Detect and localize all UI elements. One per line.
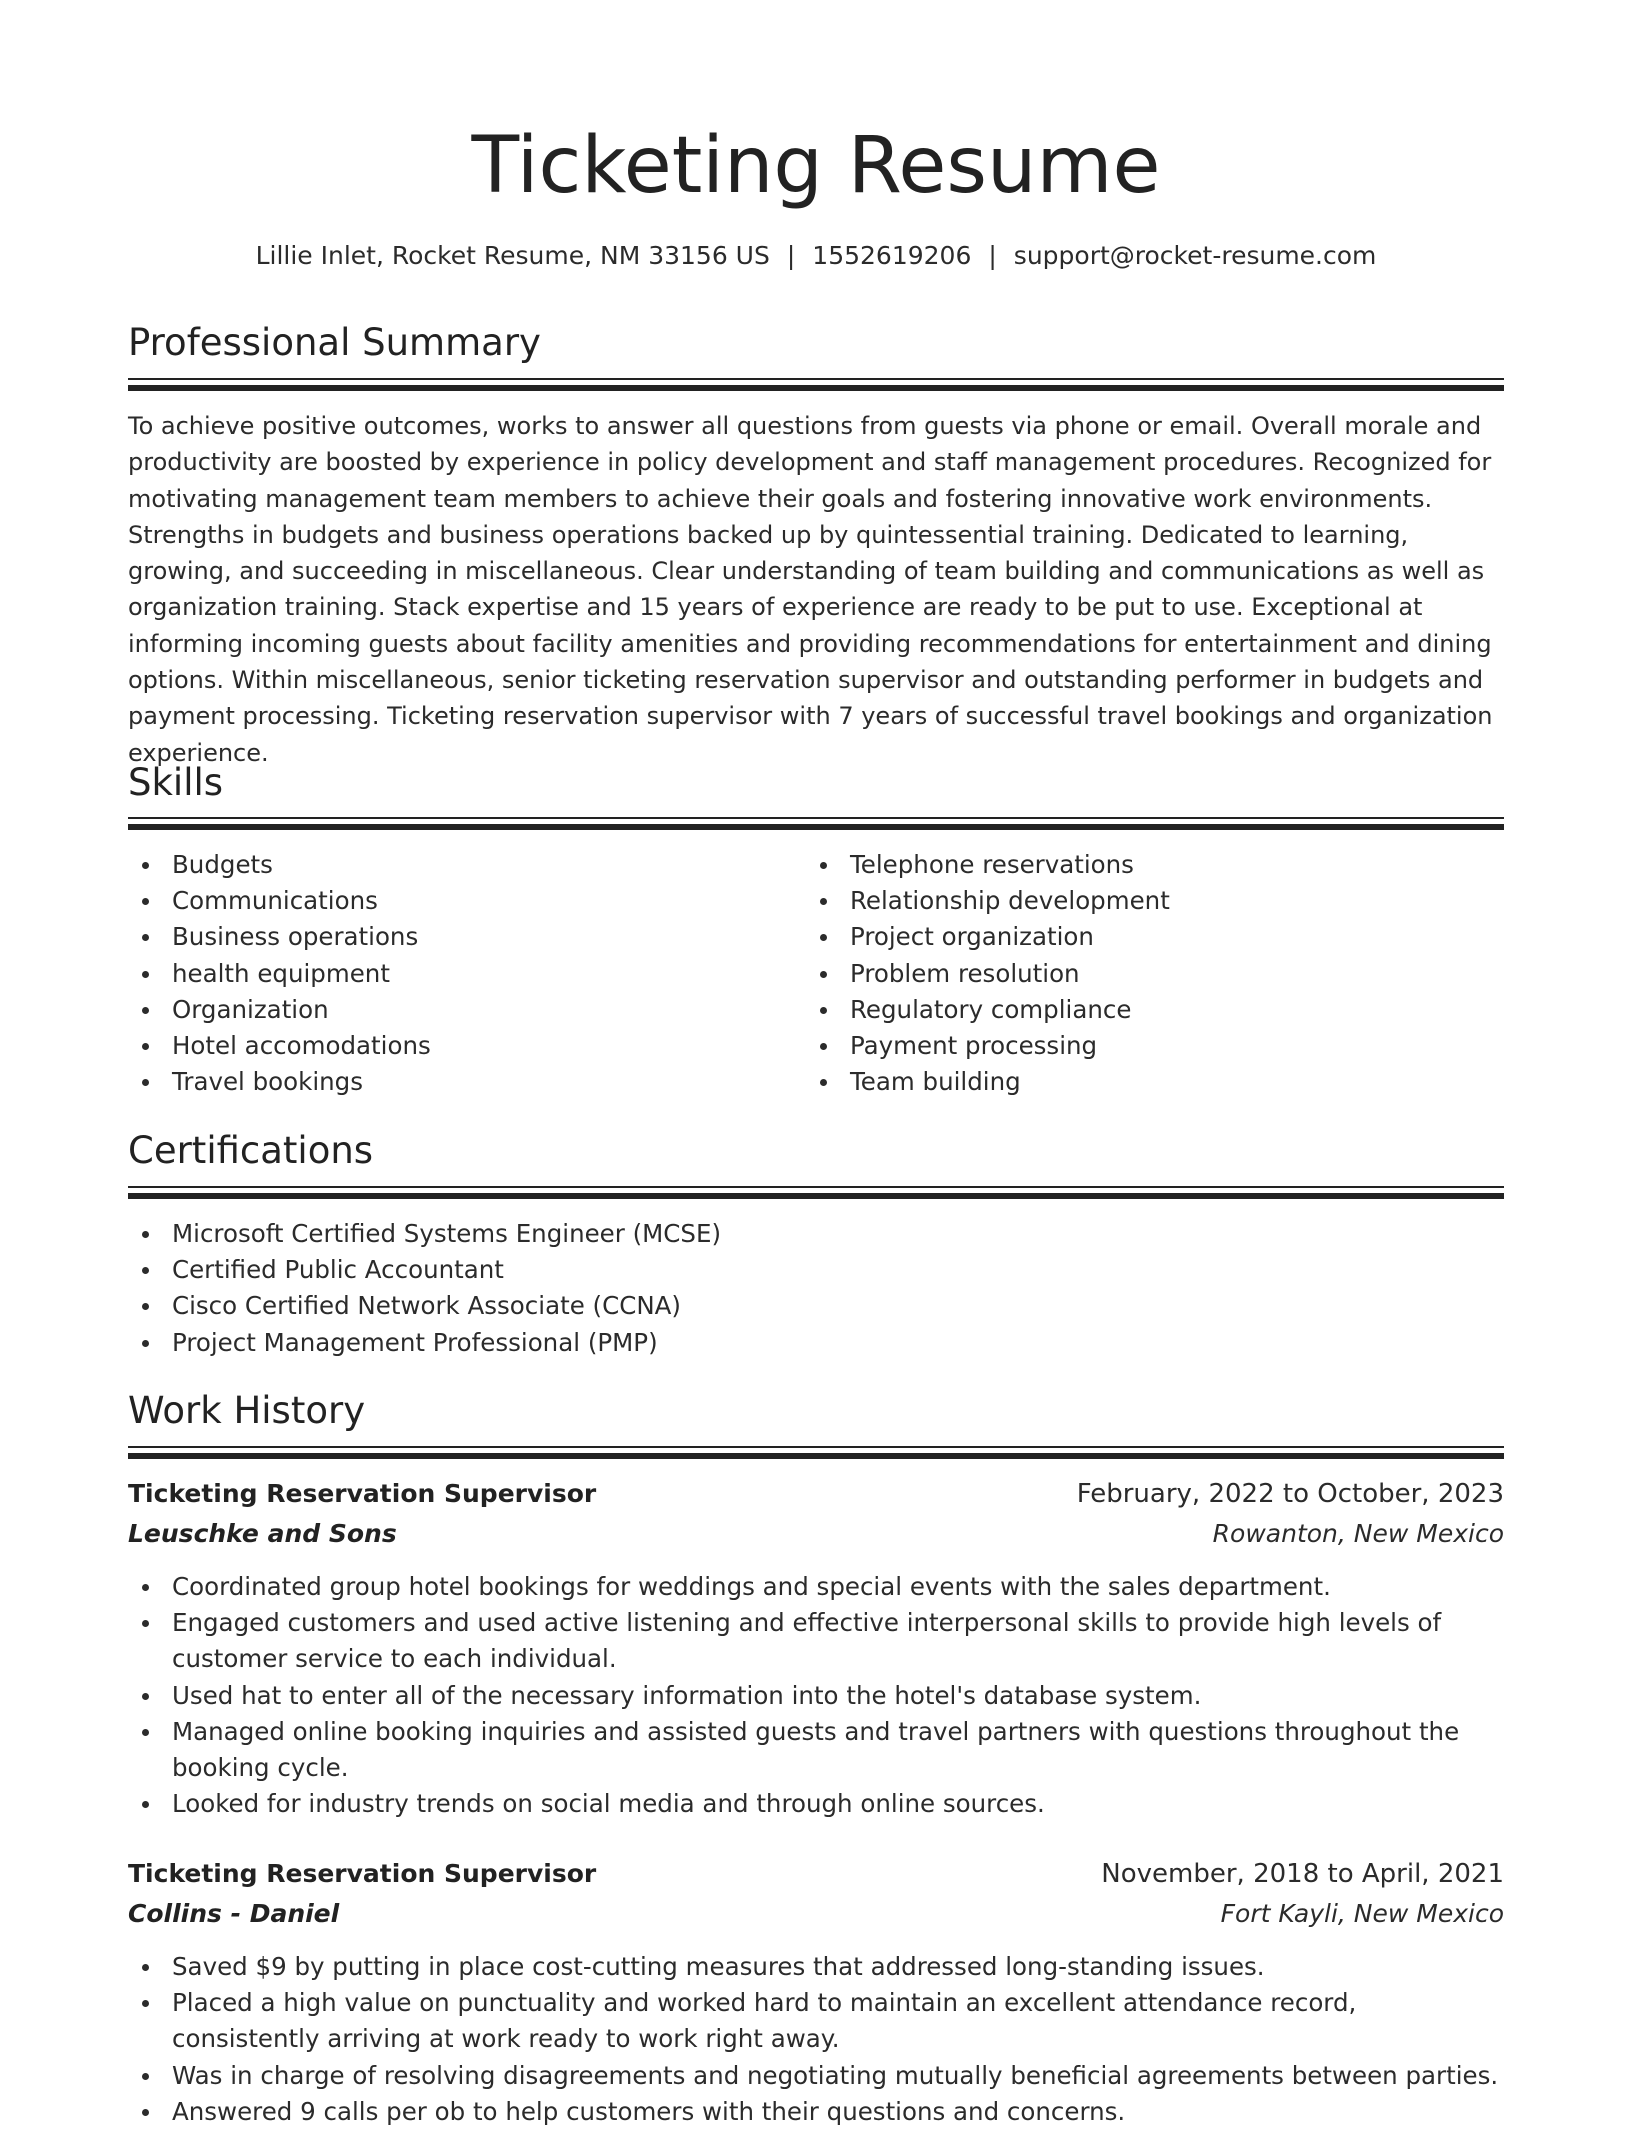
skill-item: Payment processing	[806, 1028, 1504, 1064]
job-company-row	[128, 1514, 1504, 1554]
skill-item: Business operations	[128, 919, 788, 955]
certifications-heading: Certifications	[128, 1129, 374, 1172]
certification-item: Certified Public Accountant	[128, 1252, 1504, 1288]
duty-item: Placed a high value on punctuality and worked hard to maintain an excellent attendance record, consistently arriving at work ready to work right away.	[128, 1985, 1504, 2057]
section-divider-thick	[128, 385, 1504, 391]
skill-item: Project organization	[806, 919, 1504, 955]
skill-item: Regulatory compliance	[806, 992, 1504, 1028]
skills-heading: Skills	[128, 761, 224, 804]
separator: |	[786, 241, 796, 270]
duty-item: Looked for industry trends on social media and through online sources.	[128, 1786, 1504, 1822]
job-company-row	[128, 1894, 1504, 1934]
phone: 1552619206	[812, 241, 972, 270]
separator: |	[988, 241, 997, 270]
job-location: Rowanton, New Mexico	[1212, 1519, 1504, 1548]
duty-item: Used hat to enter all of the necessary information into the hotel's database system.	[128, 1678, 1504, 1714]
section-divider-thin	[128, 1186, 1504, 1188]
section-divider-thick	[128, 1193, 1504, 1199]
duty-item: Managed online booking inquiries and assisted guests and travel partners with questions throughout the booking cycle.	[128, 1714, 1504, 1786]
job-company: Leuschke and Sons	[128, 1519, 397, 1548]
skills-list-left	[128, 847, 788, 1100]
skill-item: Budgets	[128, 847, 788, 883]
certification-item: Microsoft Certified Systems Engineer (MCSE)	[128, 1216, 1504, 1252]
job-title: Ticketing Reservation Supervisor	[128, 1479, 597, 1508]
email: support@rocket-resume.com	[1013, 241, 1377, 270]
skill-item: Travel bookings	[128, 1064, 788, 1100]
duty-item: Answered 9 calls per ob to help customers with their questions and concerns.	[128, 2094, 1504, 2130]
duty-item: Was in charge of resolving disagreements and negotiating mutually beneficial agreements between parties.	[128, 2058, 1504, 2094]
section-divider-thin	[128, 1446, 1504, 1448]
job-duties-list	[128, 1569, 1504, 1822]
certifications-list	[128, 1216, 1504, 1361]
page-title: Ticketing Resume	[471, 121, 1161, 211]
job-title: Ticketing Reservation Supervisor	[128, 1859, 597, 1888]
job-company: Collins - Daniel	[128, 1899, 340, 1928]
summary-heading: Professional Summary	[128, 321, 541, 364]
duty-item: Engaged customers and used active listening and effective interpersonal skills to provide high levels of customer service to each individual.	[128, 1605, 1504, 1677]
section-divider-thin	[128, 378, 1504, 380]
job-location: Fort Kayli, New Mexico	[1220, 1899, 1504, 1928]
summary-text: To achieve positive outcomes, works to answer all questions from guests via phone or email. Overall morale and productivity are boosted by experience in policy development and staff management procedures. Recognized for motivating management team members to achieve their goals and fostering innovative work environments. Strengths in budgets and business operations backed up by quintessential training. Dedicated to learning, growing, and succeeding in miscellaneous. Clear understanding of team building and communications as well as organization training. Stack expertise and 15 years of experience are ready to be put to use. Exceptional at informing incoming guests about facility amenities and providing recommendations for entertainment and dining options. Within miscellaneous, senior ticketing reservation supervisor and outstanding performer in budgets and payment processing. Ticketing reservation supervisor with 7 years of successful travel bookings and organization experience.	[128, 412, 1493, 767]
job-header-row	[128, 1474, 1504, 1514]
job-header-row	[128, 1854, 1504, 1894]
work-history-heading: Work History	[128, 1389, 366, 1432]
skill-item: Communications	[128, 883, 788, 919]
certification-item: Project Management Professional (PMP)	[128, 1325, 1504, 1361]
skill-item: Problem resolution	[806, 956, 1504, 992]
skill-item: Hotel accomodations	[128, 1028, 788, 1064]
address: Lillie Inlet, Rocket Resume, NM 33156 US	[255, 241, 770, 270]
duty-item: Coordinated group hotel bookings for weddings and special events with the sales department.	[128, 1569, 1504, 1605]
section-divider-thin	[128, 817, 1504, 819]
job-dates: February, 2022 to October, 2023	[1076, 1479, 1504, 1509]
skill-item: health equipment	[128, 956, 788, 992]
duty-item: Saved $9 by putting in place cost-cutting measures that addressed long-standing issues.	[128, 1949, 1504, 1985]
skill-item: Telephone reservations	[806, 847, 1504, 883]
certification-item: Cisco Certified Network Associate (CCNA)	[128, 1288, 1504, 1324]
skills-list-right	[806, 847, 1504, 1100]
job-dates: November, 2018 to April, 2021	[1101, 1859, 1504, 1889]
skill-item: Relationship development	[806, 883, 1504, 919]
skill-item: Organization	[128, 992, 788, 1028]
contact-line	[128, 238, 1504, 274]
section-divider-thick	[128, 824, 1504, 830]
skill-item: Team building	[806, 1064, 1504, 1100]
section-divider-thick	[128, 1453, 1504, 1459]
job-duties-list	[128, 1949, 1504, 2130]
